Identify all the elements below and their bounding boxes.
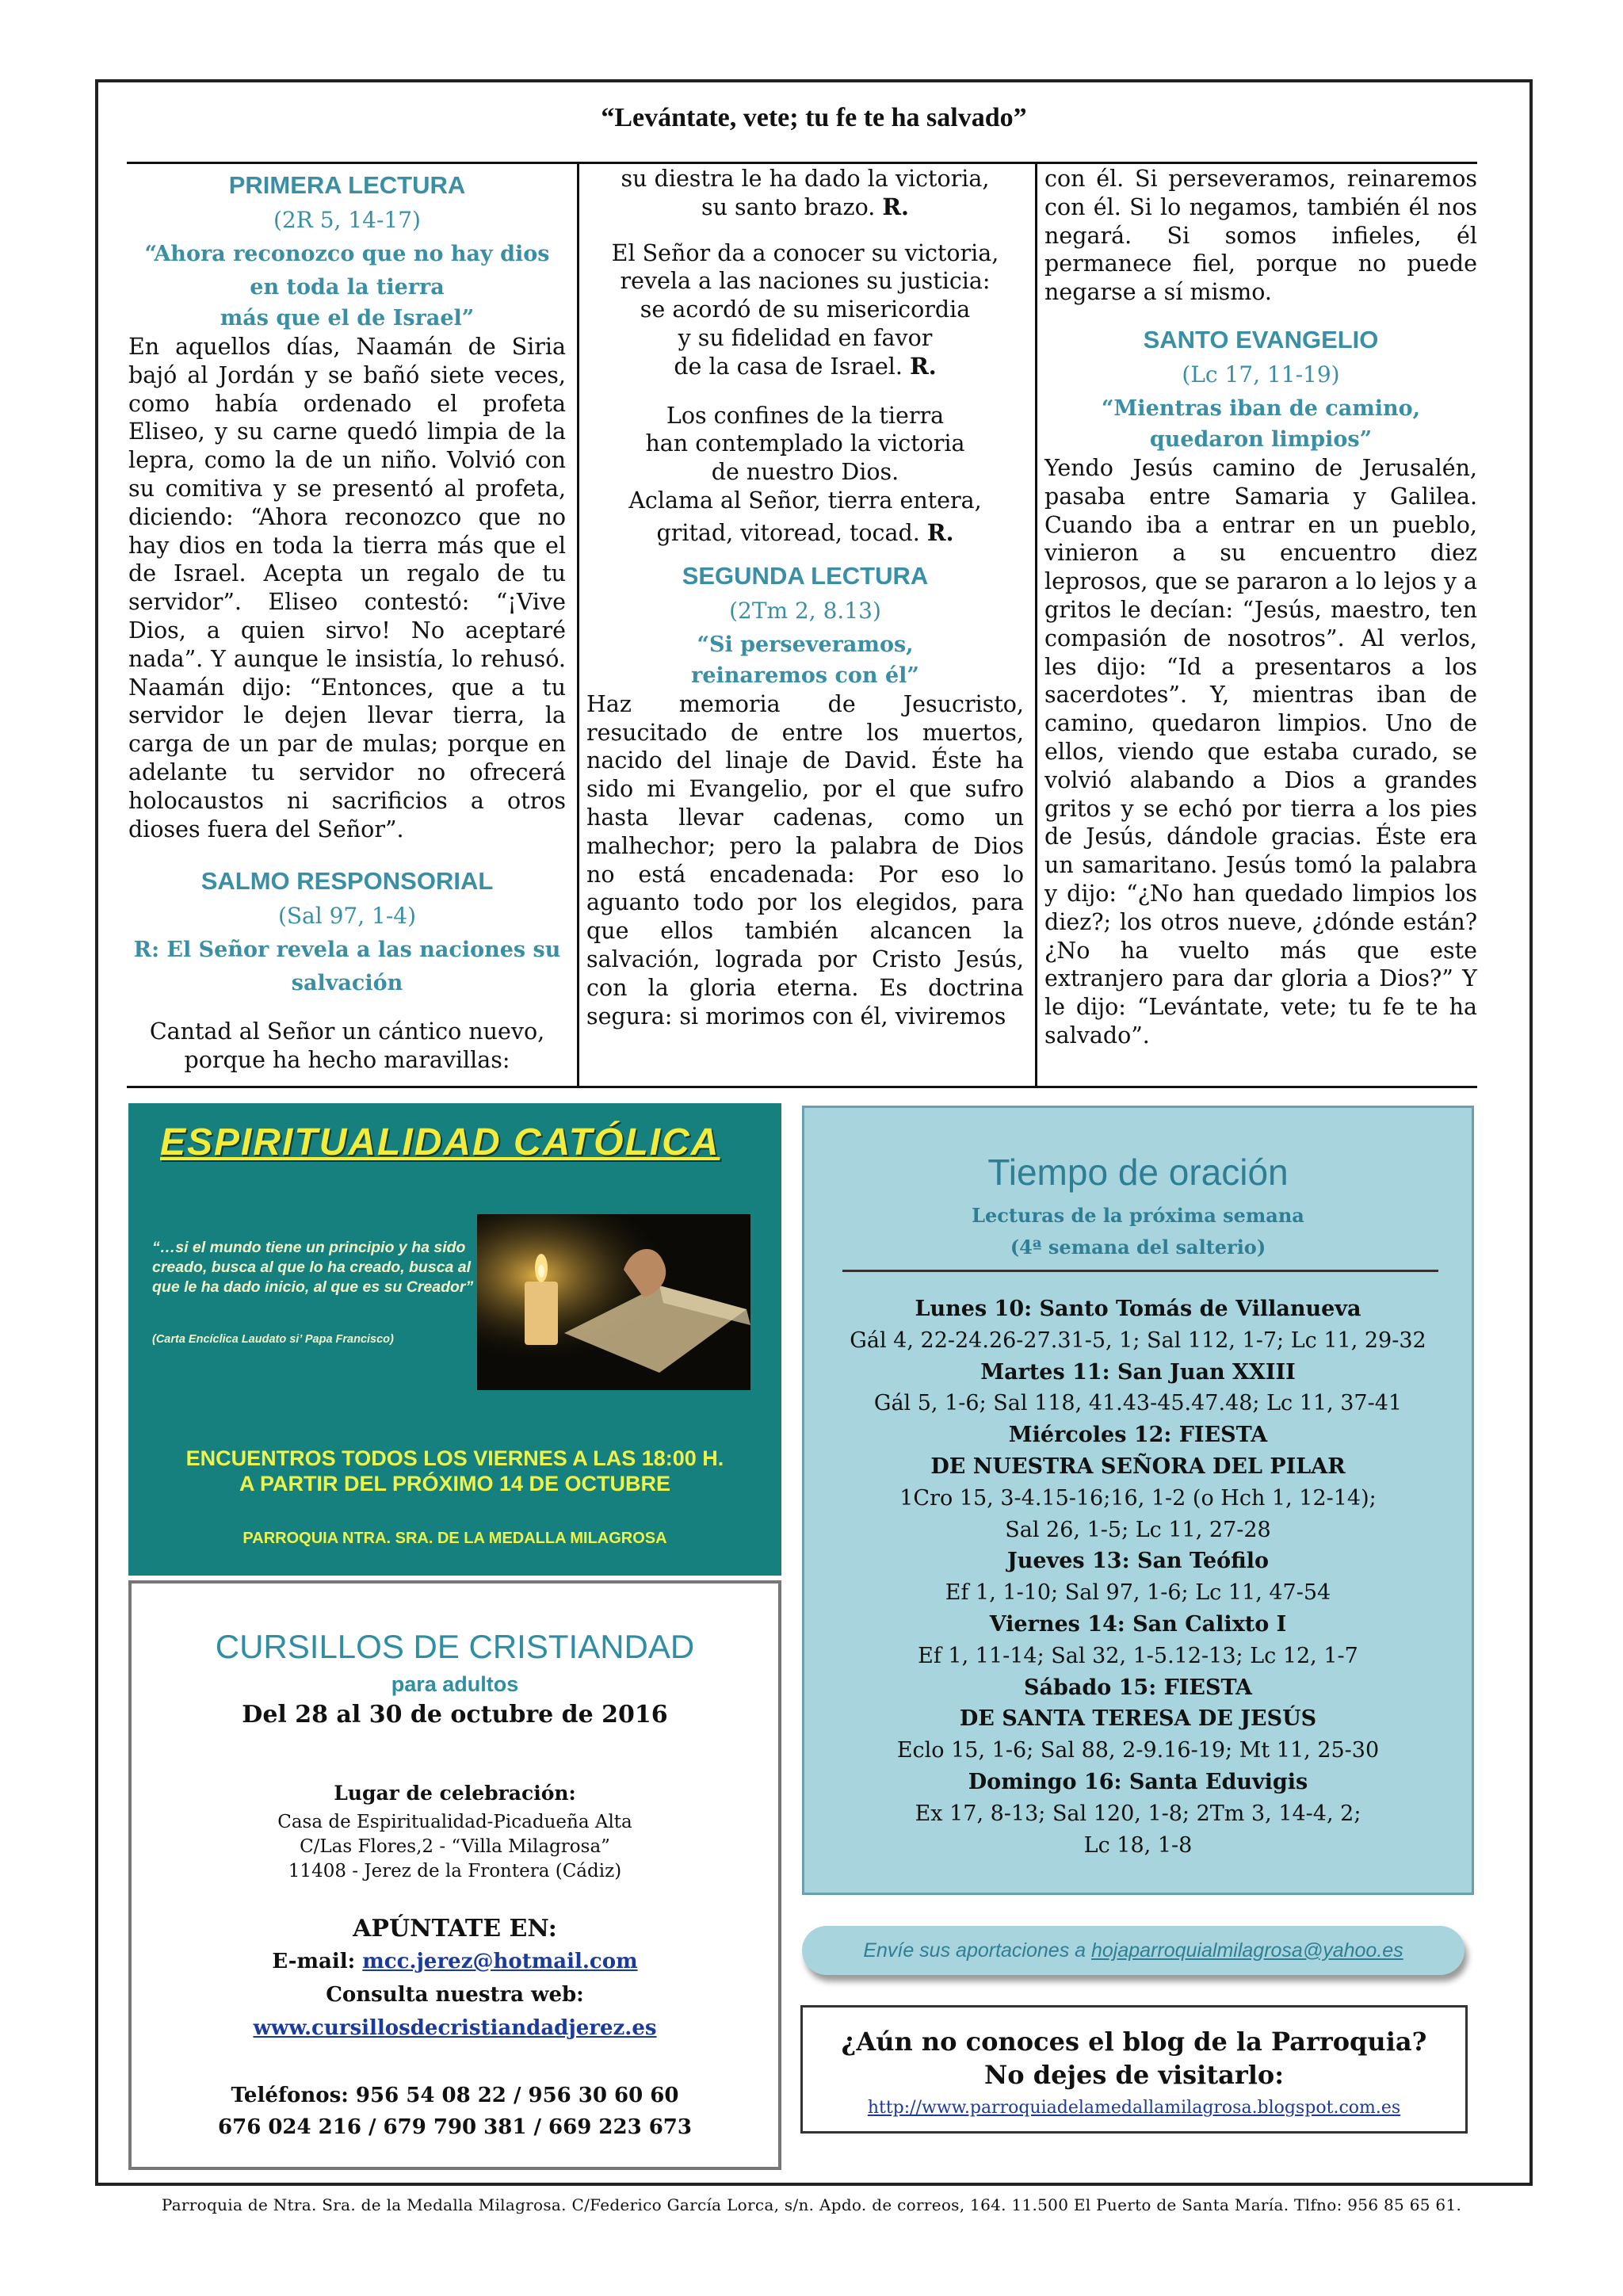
phones-line-1: Teléfonos: 956 54 08 22 / 956 30 60 60 [231, 2084, 679, 2107]
reading-refs: Ex 17, 8-13; Sal 120, 1-8; 2Tm 3, 14-4, 2; [915, 1801, 1361, 1826]
oracion-subtitle-1: Lecturas de la próxima semana [972, 1204, 1304, 1227]
primera-quote-1: “Ahora reconozco que no hay dios [144, 242, 550, 266]
email-link[interactable]: mcc.jerez@hotmail.com [362, 1950, 638, 1973]
cursillos-subtitle: para adultos [391, 1672, 519, 1696]
stanza1-line-2: su santo brazo. [701, 193, 876, 220]
oracion-rule [842, 1270, 1438, 1272]
espiritualidad-banner [128, 1103, 781, 1576]
reading-refs: Gál 4, 22-24.26-27.31-5, 1; Sal 112, 1-7; Lc 11, 29-32 [850, 1328, 1426, 1353]
reading-day: Miércoles 12: FIESTA [1008, 1423, 1268, 1448]
segunda-lectura-continuation: con él. Si perseveramos, reinaremos con él. Si lo negamos, también él nos negará. Si somos infieles, él permanece fiel, porque no puede negarse a sí mismo. [1044, 166, 1477, 306]
salmo-verse-2: porque ha hecho maravillas: [184, 1047, 510, 1074]
reading-refs: Ef 1, 1-10; Sal 97, 1-6; Lc 11, 47-54 [945, 1580, 1331, 1606]
stanza3-line-1: Los confines de la tierra [666, 402, 945, 429]
reading-day: Martes 11: San Juan XXIII [980, 1359, 1296, 1385]
evangelio-heading: SANTO EVANGELIO [1143, 325, 1379, 353]
response-mark: R. [910, 352, 937, 380]
reading-refs: Sal 26, 1-5; Lc 11, 27-28 [1005, 1517, 1271, 1542]
salmo-ref: (Sal 97, 1-4) [277, 903, 417, 930]
column-2 [586, 165, 1024, 1030]
column-3 [1044, 165, 1477, 1050]
stanza3-line-4: Aclama al Señor, tierra entera, [628, 487, 982, 514]
column-divider-1 [577, 163, 579, 1087]
cursillos-title: CURSILLOS DE CRISTIANDAD [215, 1628, 695, 1665]
reading-refs: Lc 18, 1-8 [1083, 1832, 1193, 1858]
address-line-3: 11408 - Jerez de la Frontera (Cádiz) [288, 1861, 622, 1881]
stanza3-line-2: han contemplado la victoria [645, 430, 965, 457]
email-label: E-mail: [272, 1950, 356, 1973]
oracion-title: Tiempo de oración [987, 1152, 1289, 1193]
oracion-subtitle-2: (4ª semana del salterio) [1010, 1236, 1266, 1259]
stanza2-line-2: revela a las naciones su justicia: [620, 268, 991, 295]
espiritualidad-title: ESPIRITUALIDAD CATÓLICA [160, 1121, 720, 1163]
salmo-heading: SALMO RESPONSORIAL [200, 867, 494, 896]
column-divider-2 [1035, 163, 1037, 1087]
stanza2-line-3: se acordó de su misericordia [640, 296, 971, 323]
evangelio-ref: (Lc 17, 11-19) [1182, 361, 1340, 388]
lugar-label: Lugar de celebración: [334, 1782, 576, 1805]
reading-refs: 1Cro 15, 3-4.15-16;16, 1-2 (o Hch 1, 12-14); [899, 1485, 1377, 1511]
cursillos-box [128, 1580, 781, 2170]
aportaciones-banner [802, 1926, 1465, 1975]
espiritualidad-quote: “…si el mundo tiene un principio y ha sido creado, busca al que lo ha creado, busca al que le ha dado inicio, al que es su Creador” [152, 1239, 474, 1296]
blog-box [800, 2005, 1468, 2134]
reading-day: Viernes 14: San Calixto I [989, 1611, 1287, 1637]
primera-quote-2: en toda la tierra [250, 275, 445, 300]
middle-rule [127, 1086, 1477, 1088]
segunda-quote-2: reinaremos con él” [691, 663, 919, 688]
salmo-response-1: R: El Señor revela a las naciones su [133, 938, 561, 963]
primera-lectura-heading: PRIMERA LECTURA [228, 171, 466, 199]
address-line-1: Casa de Espiritualidad-Picadueña Alta [277, 1812, 632, 1832]
page-title: “Levántate, vete; tu fe te ha salvado” [601, 103, 1027, 132]
evangelio-text: Yendo Jesús camino de Jerusalén, pasaba entre Samaria y Galilea. Cuando iba a entrar en un pueblo, vinieron a su encuentro diez leprosos, que se pararon a lo lejos y a gritos le decían: “Jesús, maestro, ten compasión de nosotros”. Al verlos, les dijo: “Id a presentaros a los sacerdotes”. Y, mientras iban de camino, quedaron limpios. Uno de ellos, viendo que estaba curado, se volvió alabando a Dios a grandes gritos y se echó por tierra a los pies de Jesús, dándole gracias. Éste era un samaritano. Jesús tomó la palabra y dijo: “¿No han quedado limpios los diez?; los otros nueve, ¿dónde están? ¿No ha vuelto más que este extranjero para dar gloria a Dios?” Y le dijo: “Levántate, vete; tu fe te ha salvado”. [1044, 454, 1477, 1049]
aportaciones-text: Envíe sus aportaciones a [863, 1939, 1086, 1962]
stanza3-line-3: de nuestro Dios. [711, 459, 899, 486]
readings-list [804, 1293, 1472, 1861]
blog-question-1: ¿Aún no conoces el blog de la Parroquia? [841, 2027, 1427, 2057]
encuentros-line-1: ENCUENTROS TODOS LOS VIERNES A LAS 18:00 H. [185, 1446, 724, 1470]
candle-bible-photo [477, 1214, 750, 1390]
tiempo-oracion-box [802, 1106, 1474, 1895]
response-mark: R. [882, 193, 909, 220]
primera-quote-3: más que el de Israel” [220, 306, 475, 330]
phones-line-2: 676 024 216 / 679 790 381 / 669 223 673 [218, 2115, 692, 2139]
evangelio-quote-1: “Mientras iban de camino, [1101, 395, 1421, 421]
reading-refs: Eclo 15, 1-6; Sal 88, 2-9.16-19; Mt 11, 25-30 [896, 1738, 1380, 1763]
address-line-2: C/Las Flores,2 - “Villa Milagrosa” [300, 1836, 610, 1857]
segunda-lectura-heading: SEGUNDA LECTURA [682, 561, 929, 590]
cursillos-dates: Del 28 al 30 de octubre de 2016 [242, 1701, 668, 1729]
reading-day: Lunes 10: Santo Tomás de Villanueva [915, 1297, 1361, 1321]
footer-address: Parroquia de Ntra. Sra. de la Medalla Milagrosa. C/Federico García Lorca, s/n. Apdo. de correos, 164. 11.500 El Puerto de Santa María. Tlfno: 956 85 65 61. [161, 2195, 1462, 2214]
apuntate-label: APÚNTATE EN: [353, 1915, 557, 1943]
response-mark: R. [926, 518, 954, 546]
stanza1-line-1: su diestra le ha dado la victoria, [621, 166, 990, 192]
stanza2-line-4: y su fidelidad en favor [678, 324, 933, 351]
salmo-response-2: salvación [291, 971, 403, 996]
reading-refs: Gál 5, 1-6; Sal 118, 41.43-45.47.48; Lc 11, 37-41 [873, 1391, 1403, 1416]
salmo-verse-1: Cantad al Señor un cántico nuevo, [149, 1018, 545, 1045]
reading-day: Sábado 15: FIESTA [1023, 1675, 1253, 1700]
evangelio-quote-2: quedaron limpios” [1149, 426, 1373, 452]
reading-day: Domingo 16: Santa Eduvigis [968, 1769, 1308, 1794]
blog-link[interactable]: http://www.parroquiadelamedallamilagrosa.blogspot.com.es [867, 2098, 1401, 2118]
segunda-lectura-ref: (2Tm 2, 8.13) [729, 597, 881, 624]
segunda-quote-1: “Si perseveramos, [697, 632, 914, 657]
reading-day: DE SANTA TERESA DE JESÚS [959, 1706, 1317, 1732]
web-link[interactable]: www.cursillosdecristiandadjerez.es [253, 2016, 657, 2040]
stanza2-line-5: de la casa de Israel. [674, 353, 903, 380]
encuentros-line-2: A PARTIR DEL PRÓXIMO 14 DE OCTUBRE [239, 1472, 671, 1496]
top-rule [127, 162, 1477, 164]
primera-lectura-ref: (2R 5, 14-17) [273, 207, 421, 233]
web-label: Consulta nuestra web: [326, 1983, 584, 2007]
stanza2-line-1: El Señor da a conocer su victoria, [611, 239, 999, 266]
blog-question-2: No dejes de visitarlo: [983, 2060, 1285, 2090]
reading-refs: Ef 1, 11-14; Sal 32, 1-5.12-13; Lc 12, 1-7 [918, 1643, 1358, 1668]
primera-lectura-text: En aquellos días, Naamán de Siria bajó al Jordán y se bañó siete veces, como había ordenado el profeta Eliseo, y su carne quedó limpia de la lepra, como la de un niño. Volvió con su comitiva y se presentó al profeta, diciendo: “Ahora reconozco que no hay dios en toda la tierra más que el de Israel. Acepta un regalo de tu servidor”. Eliseo contestó: “¡Vive Dios, a quien sirvo! No aceptaré nada”. Y aunque le insistía, lo rehusó. Naamán dijo: “Entonces, que a tu servidor le dejen llevar tierra, la carga de un par de mulas; porque en adelante tu servidor no ofrecerá holocaustos ni sacrificios a otros dioses fuera del Señor”. [128, 334, 566, 842]
aportaciones-email-link[interactable]: hojaparroquialmilagrosa@yahoo.es [1091, 1939, 1403, 1962]
reading-day: Jueves 13: San Teófilo [1006, 1549, 1270, 1574]
reading-day: DE NUESTRA SEÑORA DEL PILAR [930, 1454, 1346, 1479]
stanza3-line-5: gritad, vitoread, tocad. [656, 519, 920, 546]
segunda-lectura-text: Haz memoria de Jesucristo, resucitado de entre los muertos, nacido del linaje de David. Éste ha sido mi Evangelio, por el que sufro hasta llevar cadenas, como un malhechor; pero la palabra de Dios no está encadenada: Por eso lo aguanto todo por los elegidos, para que ellos también alcancen la salvación, lograda por Cristo Jesús, con la gloria eterna. Es doctrina segura: si morimos con él, viviremos [586, 690, 1024, 1030]
espiritualidad-cite: (Carta Encíclica Laudato si’ Papa Francisco) [152, 1333, 394, 1346]
column-1 [128, 168, 566, 1075]
espiritualidad-parroquia: PARROQUIA NTRA. SRA. DE LA MEDALLA MILAGROSA [242, 1530, 667, 1547]
